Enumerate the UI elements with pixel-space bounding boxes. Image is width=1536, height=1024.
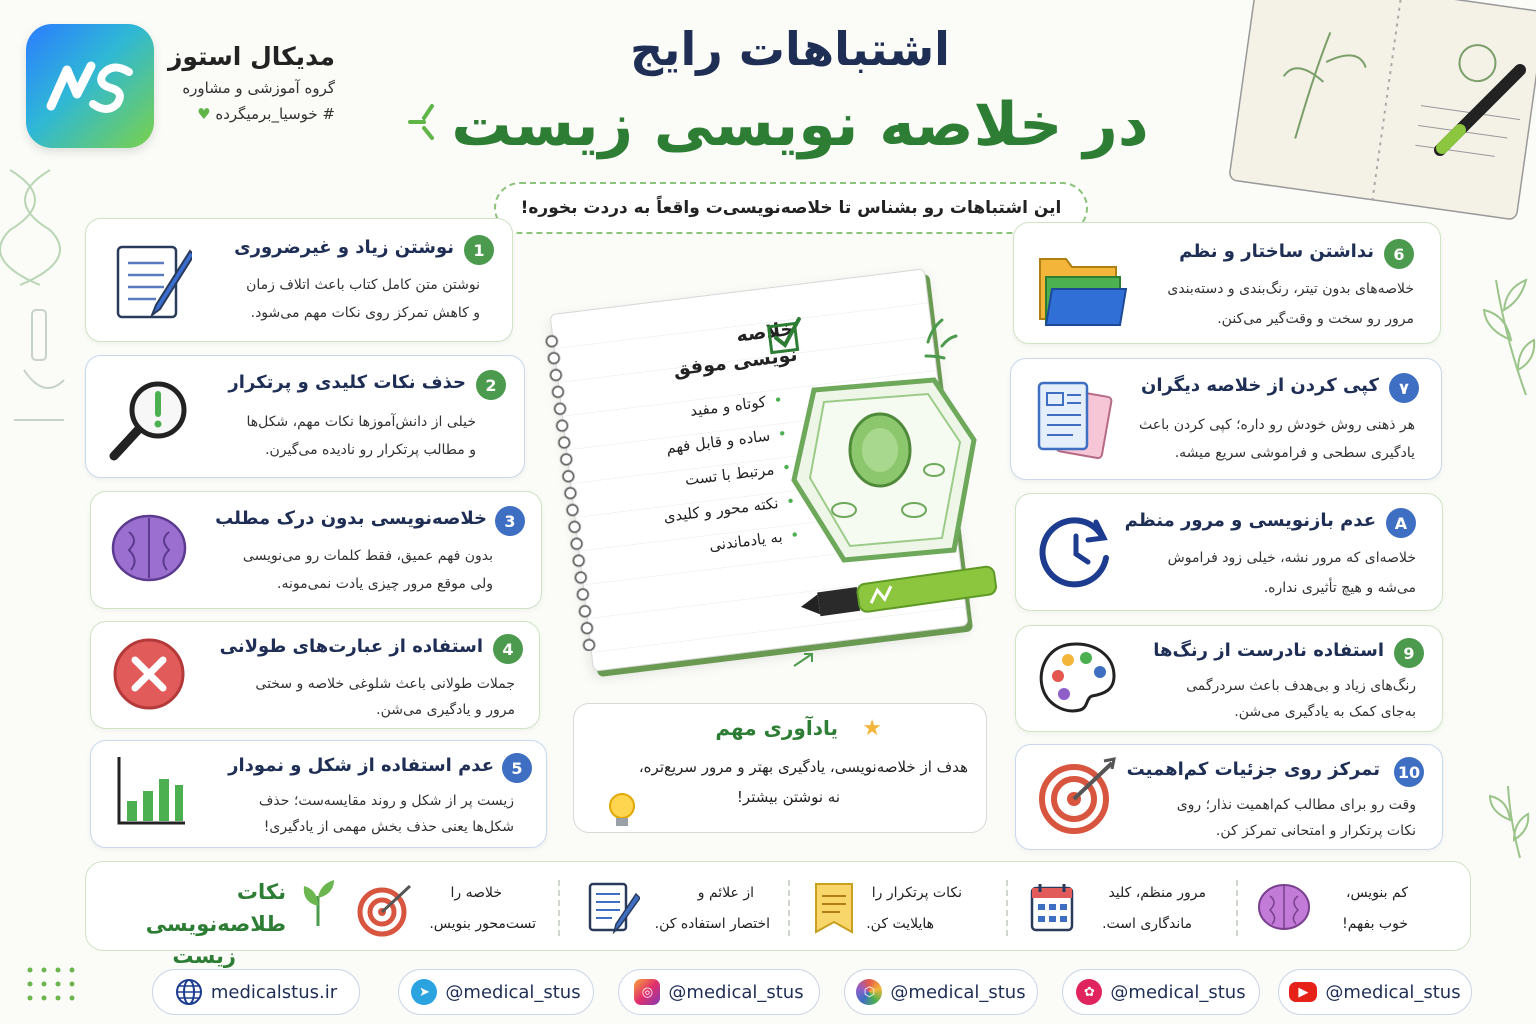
microscope-icon [4, 300, 74, 440]
card-desc-line1: بدون فهم عمیق، فقط کلمات رو می‌نویسی [242, 548, 493, 564]
aparat-icon: ✿ [1076, 979, 1102, 1005]
tip-line2: تست‌محور بنویس. [429, 916, 536, 932]
card-number: 3 [495, 506, 525, 536]
notebook-spiral [539, 332, 604, 653]
ms-logo-icon [45, 56, 135, 116]
page-title-line1: اشتباهات رایج [630, 22, 950, 76]
handle-text: @medical_stus [445, 981, 581, 1003]
card-number: 9 [1394, 638, 1424, 668]
card-title: نداشتن ساختار و نظم [1179, 241, 1374, 262]
tip-item [655, 878, 770, 940]
youtube-link[interactable] [1278, 969, 1472, 1015]
tip-item [1102, 878, 1206, 940]
brand-subtitle: گروه آموزشی و مشاوره [182, 79, 335, 97]
website-text: medicalstus.ir [210, 981, 338, 1003]
card-desc-line2: به‌جای کمک به یادگیری می‌شن. [1234, 704, 1416, 720]
handle-text: @medical_stus [668, 981, 804, 1003]
mistake-card-5 [90, 740, 547, 848]
mistake-card-1 [85, 218, 513, 342]
card-desc-line2: می‌شه و هیچ تأثیری نداره. [1263, 580, 1416, 596]
plant-cell-icon [784, 370, 984, 570]
page-subtitle: این اشتباهات رو بشناس تا خلاصه‌نویسی‌ت واقعاً به دردت بخوره! [494, 182, 1088, 234]
mistake-card-10 [1015, 744, 1443, 850]
tip-separator [558, 880, 560, 936]
checkbox-icon [765, 315, 807, 357]
mistake-card-9 [1015, 625, 1443, 732]
website-link[interactable] [152, 969, 360, 1015]
heart-icon: ♥ [197, 105, 211, 123]
card-number: ۷ [1389, 373, 1419, 403]
card-number: 1 [464, 235, 494, 265]
tip-line2: خوب بفهم! [1342, 916, 1408, 932]
tips-title-line2: زیست [172, 944, 236, 968]
card-desc-line1: وقت رو برای مطالب کم‌اهمیت نذار؛ روی [1176, 797, 1416, 813]
page-title-line2: در خلاصه نویسی زیست [451, 90, 1149, 160]
card-number: 10 [1394, 757, 1424, 787]
palette-icon [1034, 638, 1118, 718]
tips-bar [85, 861, 1471, 968]
card-title: عدم استفاده از شکل و نمودار [228, 755, 494, 776]
target-icon [356, 880, 414, 938]
card-desc-line2: و کاهش تمرکز روی نکات مهم می‌شود. [250, 305, 480, 321]
tip-item [429, 878, 536, 940]
card-desc-line1: خلاصه‌ای که مرور نشه، خیلی زود فراموش [1167, 550, 1416, 566]
instagram-link[interactable] [618, 969, 820, 1015]
card-title: کپی کردن از خلاصه دیگران [1140, 375, 1379, 396]
document-pen-icon [586, 880, 640, 936]
dots-decoration [26, 966, 86, 1006]
tip-line1: کم بنویس، [1345, 885, 1408, 901]
notebook-item: • به یادماندنی [648, 518, 801, 570]
mistake-card-2 [85, 355, 525, 478]
rubika-icon: ⬡ [856, 979, 882, 1005]
tip-line1: مرور منظم، کلید [1108, 885, 1206, 901]
tip-line2: اختصار استفاده کن. [654, 916, 770, 932]
card-title: تمرکز روی جزئیات کم‌اهمیت [1126, 759, 1380, 780]
rubika-link[interactable] [844, 969, 1038, 1015]
brand-logo [26, 24, 154, 148]
card-desc-line2: شکل‌ها یعنی حذف بخش مهمی از یادگیری! [263, 819, 514, 835]
card-desc-line1: رنگ‌های زیاد و بی‌هدف باعث سردرگمی [1186, 678, 1416, 694]
notebook-item: • کوتاه و مفید [632, 383, 785, 435]
reminder-line2: نه نوشتن بیشتر! [736, 788, 840, 806]
card-desc-line2: ولی موقع مرور چیزی یادت نمی‌مونه. [277, 576, 493, 592]
tip-item [866, 878, 962, 940]
notebook-item: • مرتبط با تست [640, 450, 793, 502]
card-desc-line2: نکات پرتکرار و امتحانی تمرکز کن. [1215, 823, 1416, 839]
card-desc-line2: و مطالب پرتکرار رو نادیده می‌گیرن. [265, 442, 476, 458]
card-desc-line1: زیست پر از شکل و روند مقایسه‌ست؛ حذف [258, 793, 514, 809]
mistake-card-8 [1015, 493, 1443, 611]
documents-icon [1033, 379, 1113, 465]
card-desc-line2: یادگیری سطحی و فراموشی سریع میشه. [1174, 445, 1415, 461]
brain-icon [109, 510, 189, 586]
lightbulb-icon [604, 790, 640, 830]
brain-icon [1256, 880, 1312, 934]
card-number: A [1386, 508, 1416, 538]
tip-separator [1236, 880, 1238, 936]
leaf-branch-icon-2 [1480, 780, 1536, 860]
hashtag-text: # خوسیا_برمیگرده [215, 105, 335, 123]
leaf-branch-icon [1466, 270, 1536, 400]
brand-hashtag [160, 105, 335, 123]
card-title: استفاده نادرست از رنگ‌ها [1153, 640, 1384, 661]
bar-chart-icon [113, 753, 189, 829]
clock-cycle-icon [1038, 514, 1114, 590]
card-number: 2 [476, 370, 506, 400]
tip-separator [1006, 880, 1008, 936]
reminder-box [573, 703, 987, 833]
notebook-item: • ساده و قابل فهم [636, 416, 789, 468]
mistake-card-7 [1010, 358, 1442, 480]
telegram-icon: ➤ [411, 979, 437, 1005]
card-desc-line2: مرور و یادگیری می‌شن. [376, 702, 515, 718]
brand-name: مدیکال استوز [167, 42, 335, 71]
aparat-link[interactable] [1062, 969, 1260, 1015]
card-desc-line1: جملات طولانی باعث شلوغی خلاصه و سختی [255, 676, 515, 692]
notebook-item: • نکته محور و کلیدی [644, 484, 797, 536]
red-x-icon [111, 636, 187, 712]
card-number: 5 [502, 753, 532, 783]
card-title: حذف نکات کلیدی و پرتکرار [228, 372, 466, 393]
tip-line1: از علائم و [697, 885, 754, 901]
card-title: استفاده از عبارت‌های طولانی [219, 636, 483, 657]
notebook-title-line2: نویسی موفق [672, 343, 799, 381]
sparkle-leaf-icon [402, 100, 442, 144]
card-number: 4 [493, 634, 523, 664]
target-icon [1036, 755, 1118, 837]
tip-item [1342, 878, 1408, 940]
card-title: عدم بازنویسی و مرور منظم [1124, 510, 1376, 531]
tip-line1: نکات پرتکرار را [871, 885, 962, 901]
card-desc-line1: خیلی از دانش‌آموزها نکات مهم، شکل‌ها [246, 414, 476, 430]
instagram-icon: ◎ [634, 979, 660, 1005]
card-title: نوشتن زیاد و غیرضروری [234, 237, 454, 258]
telegram-link[interactable] [398, 969, 594, 1015]
mistake-card-3 [90, 491, 542, 609]
handle-text: @medical_stus [1110, 981, 1246, 1003]
tip-separator [788, 880, 790, 936]
sketch-notebook-icon [1220, 0, 1536, 230]
tip-line2: هایلایت کن. [866, 916, 934, 932]
tip-line1: خلاصه را [450, 885, 502, 901]
notebook-title-line1: خلاصه [735, 317, 796, 347]
tips-title [106, 876, 286, 972]
notebook-checklist [632, 383, 802, 570]
handle-text: @medical_stus [1325, 981, 1461, 1003]
reminder-title: یادآوری مهم [715, 716, 838, 740]
card-desc-line1: هر ذهنی روش خودش رو داره؛ کپی کردن باعث [1139, 417, 1415, 433]
arrow-icon [790, 650, 820, 670]
checklist-pencil-icon [112, 241, 192, 321]
card-desc-line1: خلاصه‌های بدون تیتر، رنگ‌بندی و دسته‌بندی [1167, 281, 1414, 297]
reminder-text [598, 752, 968, 812]
folders-icon [1036, 247, 1128, 327]
calendar-icon [1028, 880, 1076, 934]
mistake-card-6 [1013, 222, 1441, 344]
sprout-icon [298, 878, 338, 928]
sparkle-icon [918, 312, 958, 362]
magnifier-exclamation-icon [108, 376, 194, 462]
card-number: 6 [1384, 239, 1414, 269]
card-title: خلاصه‌نویسی بدون درک مطلب [215, 508, 487, 529]
dna-icon [0, 160, 70, 290]
handle-text: @medical_stus [890, 981, 1026, 1003]
card-desc-line2: مرور رو سخت و وقت‌گیر می‌کنن. [1217, 311, 1414, 327]
youtube-icon: ▶ [1289, 982, 1317, 1002]
mistake-card-4 [90, 621, 540, 729]
star-icon: ★ [862, 716, 882, 741]
bookmark-note-icon [810, 880, 858, 936]
brand-block [160, 42, 335, 123]
globe-icon [175, 978, 203, 1006]
card-desc-line1: نوشتن متن کامل کتاب باعث اتلاف زمان [246, 277, 480, 293]
tips-title-line1: نکات طلاصه‌نویسی [145, 880, 286, 936]
tip-line2: ماندگاری است. [1102, 916, 1192, 932]
reminder-line1: هدف از خلاصه‌نویسی، یادگیری بهتر و مرور سریع‌تره، [638, 758, 968, 776]
